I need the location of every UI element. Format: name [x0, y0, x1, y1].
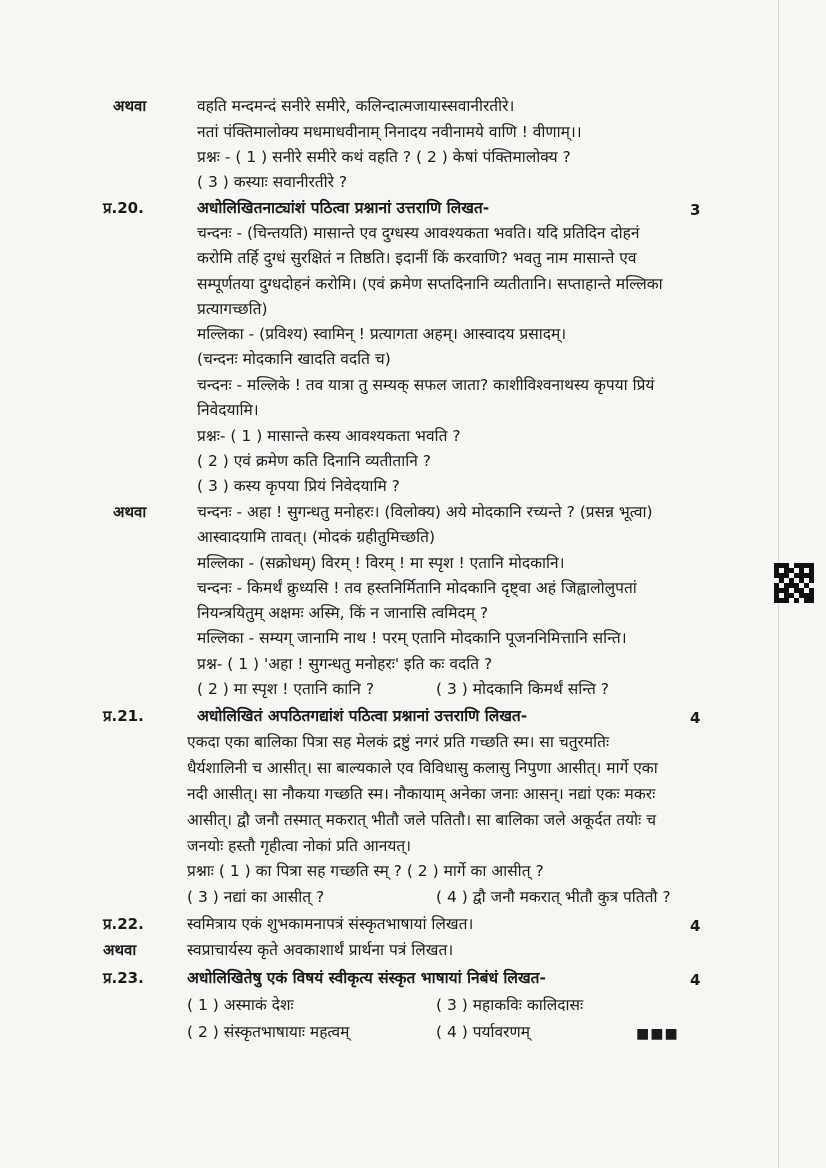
- q22-marks: 4: [690, 917, 701, 935]
- q20-line-3: सम्पूर्णतया दुग्धदोहनं करोमि। (एवं क्रमेण सप्तदिनानि व्यतीतानि। सप्ताहान्ते मल्लिका: [197, 275, 663, 293]
- q22-number: प्र.22.: [103, 915, 144, 933]
- q22-athava-text: स्वप्राचार्यस्य कृते अवकाशार्थं प्रार्थना पत्रं लिखत।: [187, 941, 454, 959]
- q21-heading: अधोलिखितं अपठितगद्यांशं पठित्वा प्रश्नानां उत्तराणि लिखत-: [197, 707, 528, 725]
- athava2-q3: ( 3 ) मोदकानि किमर्थं सन्ति ?: [436, 680, 609, 698]
- q20-line-1: चन्दनः - (चिन्तयति) मासान्ते एव दुग्धस्य आवश्यकता भवति। यदि प्रतिदिन दोहनं: [197, 224, 640, 242]
- q20-line-10: ( 2 ) एवं क्रमेण कति दिनानि व्यतीतानि ?: [197, 452, 432, 470]
- athava1-line-2: नतां पंक्तिमालोक्य मधमाधवीनाम् निनादय नवीनामये वाणि ! वीणाम्।।: [197, 123, 582, 141]
- athava1-line-4: ( 3 ) कस्याः सवानीरतीरे ?: [197, 173, 348, 191]
- athava2-line-5: नियन्त्रयितुम् अक्षमः अस्मि, किं न जानासि त्वमिदम् ?: [197, 604, 489, 622]
- athava-label-3: अथवा: [103, 941, 137, 959]
- q20-line-2: करोमि तर्हि दुग्धं सुरक्षितं न तिष्ठति। इदानीं किं करवाणि? भवतु नाम मासान्ते एव: [197, 249, 637, 267]
- q20-line-6: (चन्दनः मोदकानि खादति वदति च): [197, 350, 391, 368]
- athava2-line-4: चन्दनः - किमर्थं क्रुध्यसि ! तव हस्तनिर्मितानि मोदकानि दृष्ट्वा अहं जिह्वालोलुपतां: [197, 579, 637, 597]
- q20-line-11: ( 3 ) कस्य कृपया प्रियं निवेदयामि ?: [197, 477, 400, 495]
- q21-line-1: एकदा एका बालिका पित्रा सह मेलकं द्रष्टुं नगरं प्रति गच्छति स्म। सा चतुरमतिः: [187, 733, 610, 751]
- q23-option-4: ( 4 ) पर्यावरणम्: [436, 1023, 530, 1041]
- q23-marks: 4: [690, 971, 701, 989]
- q21-line-4: आसीत्। द्वौ जनौ तस्मात् मकरात् भीतौ जले पतितौ। सा बालिका जले अकूर्दत तयोः च: [187, 811, 657, 829]
- q21-line-3: नदी आसीत्। सा नौकया गच्छति स्म। नौकायाम् अनेका जनाः आसन्। नद्यां एकः मकरः: [187, 785, 656, 803]
- q20-marks: 3: [690, 201, 701, 219]
- athava2-q2: ( 2 ) मा स्पृश ! एतानि कानि ?: [197, 680, 375, 698]
- q23-option-2: ( 2 ) संस्कृतभाषायाः महत्वम्: [187, 1023, 350, 1041]
- athava1-line-1: वहति मन्दमन्दं सनीरे समीरे, कलिन्दात्मजायास्सवानीरतीरे।: [197, 97, 515, 115]
- q22-text: स्वमित्राय एकं शुभकामनापत्रं संस्कृतभाषायां लिखत।: [187, 915, 474, 933]
- q20-heading: अधोलिखितनाट्यांशं पठित्वा प्रश्नानां उत्तराणि लिखत-: [197, 199, 490, 217]
- q21-line-2: धैर्यशालिनी च आसीत्। सा बाल्यकाले एव विविधासु कलासु निपुणा आसीत्। मार्गे एका: [187, 759, 658, 777]
- qr-code: [774, 563, 814, 603]
- athava2-line-1: चन्दनः - अहा ! सुगन्धतु मनोहरः। (विलोक्य) अये मोदकानि रच्यन्ते ? (प्रसन्न भूत्वा): [197, 503, 653, 521]
- athava-label-1: अथवा: [113, 97, 147, 115]
- q20-line-5: मल्लिका - (प्रविश्य) स्वामिन् ! प्रत्यागता अहम्। आस्वादय प्रसादम्।: [197, 325, 567, 343]
- end-marker: ■■■: [636, 1026, 679, 1042]
- q21-q3: ( 3 ) नद्यां का आसीत् ?: [187, 888, 325, 906]
- q21-marks: 4: [690, 709, 701, 727]
- q23-number: प्र.23.: [103, 969, 144, 987]
- athava-label-2: अथवा: [113, 503, 147, 521]
- q20-line-8: निवेदयामि।: [197, 401, 259, 419]
- q20-line-4: प्रत्यागच्छति): [197, 300, 268, 318]
- q21-line-5: जनयोः हस्तौ गृहीत्वा नोकां प्रति आनयत्।: [187, 837, 412, 855]
- q20-line-9: प्रश्नः- ( 1 ) मासान्ते कस्य आवश्यकता भवति ?: [197, 427, 461, 445]
- athava2-line-7: प्रश्न- ( 1 ) 'अहा ! सुगन्धतु मनोहरः' इति कः वदति ?: [197, 655, 493, 673]
- q21-q4: ( 4 ) द्वौ जनौ मकरात् भीतौ कुत्र पतितौ ?: [436, 888, 671, 906]
- q23-heading: अधोलिखितेषु एकं विषयं स्वीकृत्य संस्कृत भाषायां निबंधं लिखत-: [187, 969, 546, 987]
- q21-line-6: प्रश्नाः ( 1 ) का पित्रा सह गच्छति स्म् ? ( 2 ) मार्गे का आसीत् ?: [187, 862, 544, 880]
- athava2-line-3: मल्लिका - (सक्रोधम्) विरम् ! विरम् ! मा स्पृश ! एतानि मोदकानि।: [197, 554, 565, 572]
- q23-option-3: ( 3 ) महाकविः कालिदासः: [436, 996, 584, 1014]
- q21-number: प्र.21.: [103, 707, 144, 725]
- athava2-line-2: आस्वादयामि तावत्। (मोदकं ग्रहीतुमिच्छति): [197, 528, 436, 546]
- q23-option-1: ( 1 ) अस्माकं देशः: [187, 996, 294, 1014]
- athava1-line-3: प्रश्नः - ( 1 ) सनीरे समीरे कथं वहति ? ( 2 ) केषां पंक्तिमालोक्य ?: [197, 148, 571, 166]
- q20-number: प्र.20.: [103, 199, 144, 217]
- athava2-line-6: मल्लिका - सम्यग् जानामि नाथ ! परम् एतानि मोदकानि पूजननिमित्तानि सन्ति।: [197, 629, 627, 647]
- q20-line-7: चन्दनः - मल्लिके ! तव यात्रा तु सम्यक् सफल जाता? काशीविश्वनाथस्य कृपया प्रियं: [197, 376, 655, 394]
